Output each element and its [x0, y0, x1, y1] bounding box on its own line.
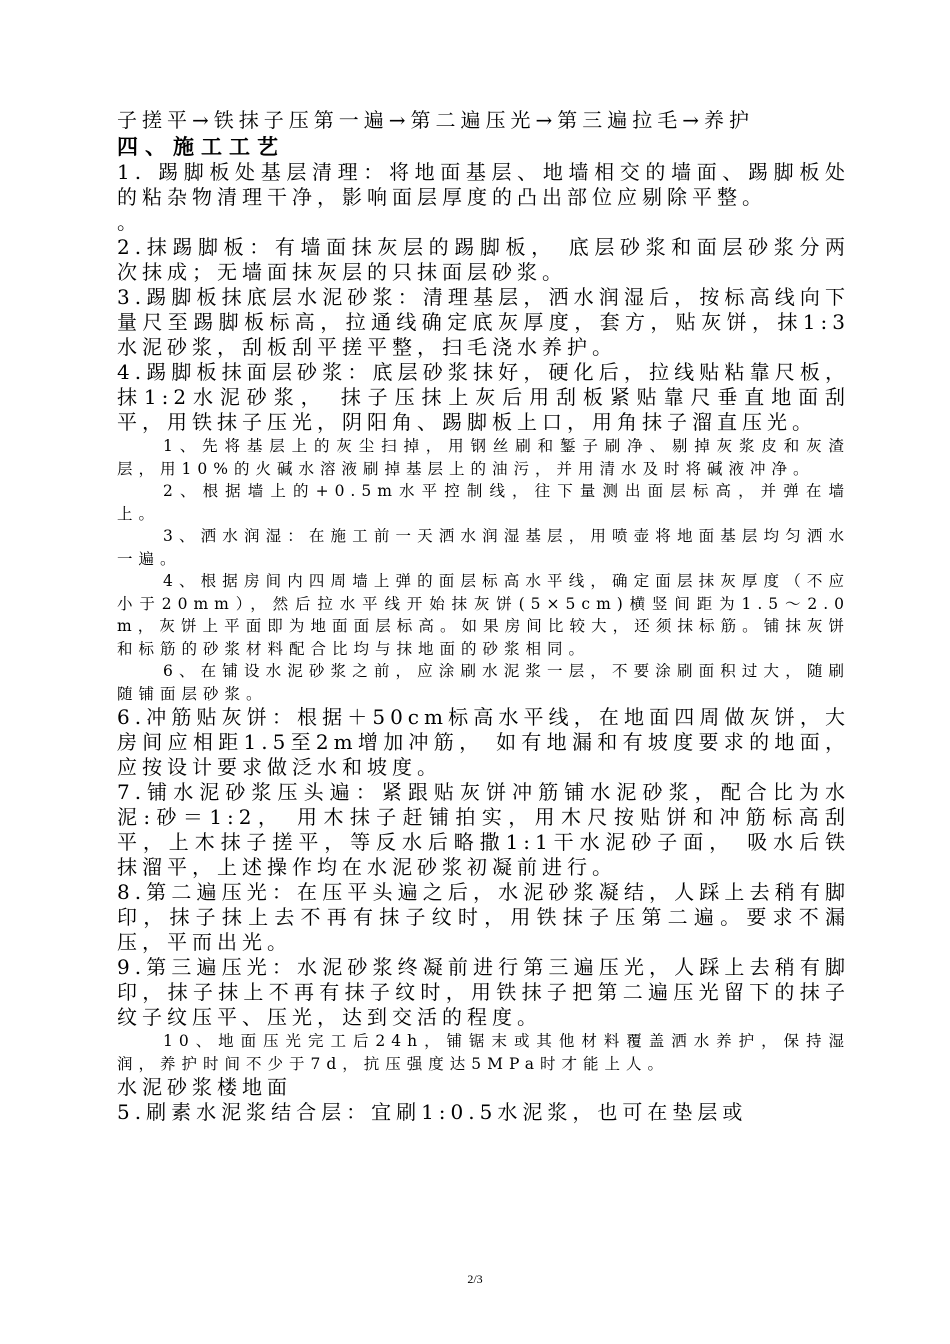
paragraph-step-4: 4.踢脚板抹面层砂浆：底层砂浆抹好，硬化后，拉线贴粘靠尺板，抹1:2水泥砂浆， 抹子压抹上灰后用刮板紧贴靠尺垂直地面刮平，用铁抹子压光，阴阳角、踢脚板上口，用角抹子溜直压光。 [117, 360, 850, 434]
paragraph-step-8: 8.第二遍压光：在压平头遍之后，水泥砂浆凝结，人踩上去稍有脚印，抹子抹上去不再有抹子纹时，用铁抹子压第二遍。要求不漏压，平而出光。 [117, 880, 850, 954]
paragraph-sub-6: 6、在铺设水泥砂浆之前，应涂刷水泥浆一层，不要涂刷面积过大，随刷随铺面层砂浆。 [117, 662, 850, 703]
paragraph-step-5: 5.刷素水泥浆结合层：宜刷1:0.5水泥浆，也可在垫层或 [117, 1100, 748, 1124]
paragraph-step-7: 7.铺水泥砂浆压头遍：紧跟贴灰饼冲筋铺水泥砂浆，配合比为水泥:砂＝1:2， 用木抹子赶铺拍实，用木尺按贴饼和冲筋标高刮平，上木抹子搓平，等反水后略撒1:1干水泥砂子面， 吸水后铁抹溜平，上述操作均在水泥砂浆初凝前进行。 [117, 780, 850, 879]
paragraph-step-2: 2.抹踢脚板：有墙面抹灰层的踢脚板， 底层砂浆和面层砂浆分两次抹成；无墙面抹灰层的只抹面层砂浆。 [117, 235, 850, 284]
paragraph-step-3: 3.踢脚板抹底层水泥砂浆：清理基层，洒水润湿后，按标高线向下量尺至踢脚板标高，拉通线确定底灰厚度，套方，贴灰饼，抹1:3水泥砂浆，刮板刮平搓平整，扫毛浇水养护。 [117, 285, 850, 359]
paragraph-stray-mark: 。 [117, 210, 142, 234]
paragraph-step-1: 1. 踢脚板处基层清理：将地面基层、地墙相交的墙面、踢脚板处的粘杂物清理干净，影响面层厚度的凸出部位应剔除平整。 [117, 160, 850, 209]
paragraph-subtitle: 水泥砂浆楼地面 [117, 1075, 292, 1099]
paragraph-sub-3: 3、洒水润湿：在施工前一天洒水润湿基层，用喷壶将地面基层均匀洒水一遍。 [117, 527, 850, 568]
paragraph-sub-2: 2、根据墙上的+0.5m水平控制线，往下量测出面层标高，并弹在墙上。 [117, 482, 850, 523]
paragraph-sub-10: 10、地面压光完工后24h，铺锯末或其他材料覆盖洒水养护，保持湿润，养护时间不少于7d，抗压强度达5MPa时才能上人。 [117, 1032, 850, 1073]
paragraph-step-9: 9.第三遍压光：水泥砂浆终凝前进行第三遍压光，人踩上去稍有脚印，抹子抹上不再有抹子纹时，用铁抹子把第二遍压光留下的抹子纹子纹压平、压光，达到交活的程度。 [117, 955, 850, 1029]
page-number: 2/3 [467, 1272, 483, 1286]
paragraph-step-6: 6.冲筋贴灰饼：根据＋50cm标高水平线，在地面四周做灰饼，大房间应相距1.5至2m增加冲筋， 如有地漏和有坡度要求的地面，应按设计要求做泛水和坡度。 [117, 705, 850, 779]
paragraph-sub-4: 4、根据房间内四周墙上弹的面层标高水平线，确定面层抹灰厚度（不应小于20mm），然后拉水平线开始抹灰饼(5×5cm)横竖间距为1.5～2.0m，灰饼上平面即为地面面层标高。如果房间比较大，还须抹标筋。铺抹灰饼和标筋的砂浆材料配合比均与抹地面的砂浆相同。 [117, 572, 850, 658]
paragraph-process-flow-end: 子搓平→铁抹子压第一遍→第二遍压光→第三遍拉毛→养护 [117, 108, 755, 132]
document-body [117, 108, 850, 1125]
section-heading: 四、施工工艺 [117, 134, 285, 159]
paragraph-sub-1: 1、先将基层上的灰尘扫掉，用钢丝刷和錾子刷净、剔掉灰浆皮和灰渣层，用10%的火碱水溶液刷掉基层上的油污，并用清水及时将碱液冲净。 [117, 437, 850, 478]
